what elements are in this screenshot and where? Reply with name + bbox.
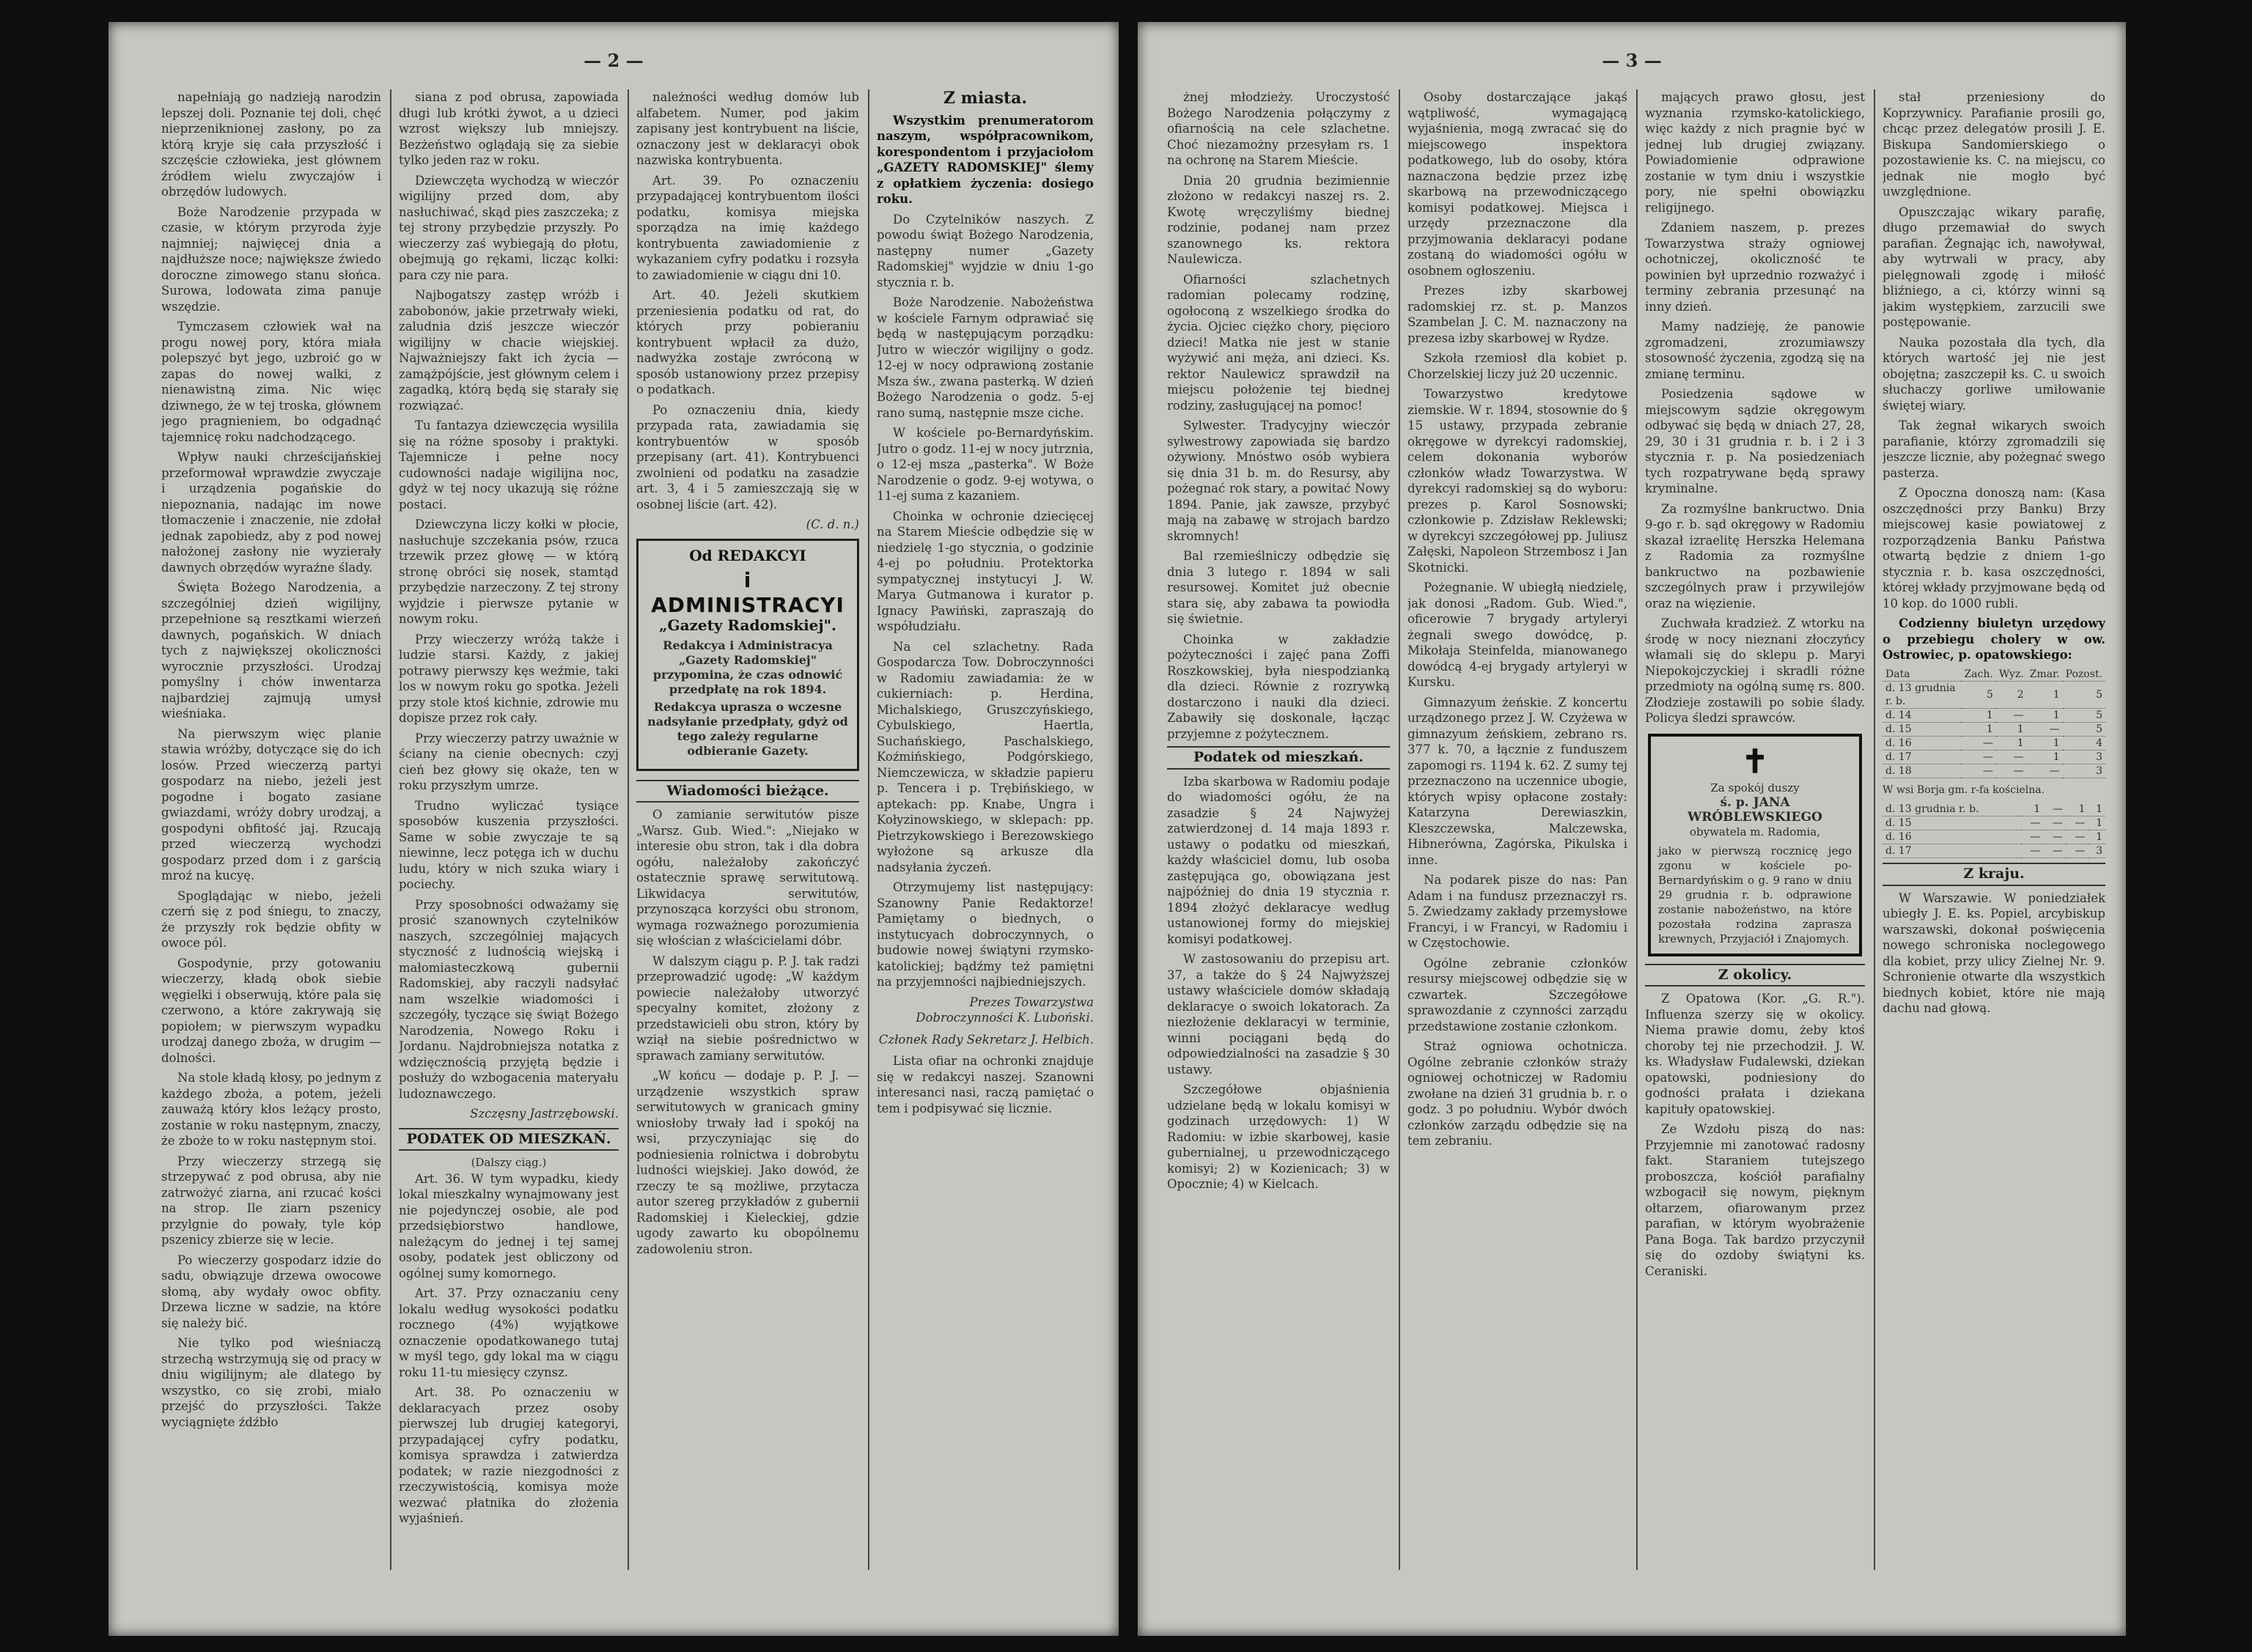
article-paragraph: W kościele po-Bernardyńskim. Jutro o godz. 11-ej w nocy jutrznia, o 12-ej msza „pasterka". W Boże Narodzenie o godz. 9-ej wotywa, o 11-ej suma z kazaniem. [877, 426, 1094, 503]
article-paragraph: Na stole kładą kłosy, po jednym z każdego zboża, a potem, jeżeli zauważą który kłos leżący prosto, zostanie w roku następnym, znaczy, że zboże to w roku następnym stoi. [161, 1071, 381, 1148]
table-cell: — [2066, 844, 2089, 858]
notice-paragraph: Redakcya i Administracya „Gazety Radomskiej" przypomina, że czas odnowić przedpłatę na rok 1894. [652, 638, 843, 696]
table-cell: — [2043, 803, 2066, 816]
column-4 [877, 89, 1094, 1570]
column-2 [1408, 89, 1627, 1570]
article-paragraph: Z Opatowa (Kor. „G. R."). Influenza szerzy się w okolicy. Niema prawie domu, żeby ktoś choroby tej nie przechodził. J. W. ks. Władysław Fudalewski, dziekan opatowski, podniesiony do godności prałata i dziekana kapituły opatowskiej. [1645, 992, 1865, 1116]
article-paragraph: Bal rzemieślniczy odbędzie się dnia 3 lutego r. 1894 w sali resursowej. Komitet już obecnie stara się, aby zabawa ta powiodła się świetnie. [1167, 549, 1390, 626]
column-rule [1874, 89, 1875, 1570]
page-number: — 2 — [584, 50, 644, 71]
table-cell: d. 18 [1883, 764, 1961, 778]
article-paragraph: Lista ofiar na ochronki znajduje się w redakcyi naszej. Szanowni interesanci nasi, raczą pamiętać o tem i podpisywać się licznie. [877, 1054, 1094, 1116]
table-row [1883, 708, 2105, 722]
article-paragraph: Po oznaczeniu dnia, kiedy przypada rata, zawiadamia się kontrybuentów w sposób przepisany (art. 41). Kontrybuenci zwolnieni od podatku na zasadzie art. 3, 4 i 5 zamieszczają się w osobnej liście (art. 42). [636, 402, 859, 512]
table-header: Pozost. [2063, 668, 2105, 682]
table-cell: 3 [2063, 750, 2105, 764]
article-paragraph: Choinka w zakładzie pożyteczności i zajęć pana Zoffi Roszkowskiej, była niespodzianką dla dzieci. Równie z rozrywką dostarczono i nauki dla dzieci. Zabawiły się doskonale, łącząc przyjemne z pożytecznem. [1167, 632, 1390, 741]
table-cell: — [2021, 830, 2044, 844]
table-cell: d. 17 [1883, 750, 1961, 764]
column-rule [1636, 89, 1638, 1570]
article-paragraph: żnej młodzieży. Uroczystość Bożego Narodzenia połączymy z ofiarnością na cele szlachetne. Choć niezamożny przesyłam rs. 1 na ochronę na Starem Mieście. [1167, 90, 1390, 167]
column-rule [868, 89, 869, 1570]
table-cell: d. 16 [1883, 736, 1961, 750]
article-paragraph: Sylwester. Tradycyjny wieczór sylwestrowy zapowiada się bardzo ożywiony. Mnóstwo osób wybiera się dnia 31 b. m. do Resursy, aby pożegnać rok stary, a powitać Nowy 1894. Panie, jak zawsze, przybyć mają na zabawę w strojach bardzo skromnych! [1167, 418, 1390, 543]
article-paragraph: Przy wieczerzy patrzy uważnie w ściany na cienie obecnych: czyj cień bez głowy się okaże, ten w roku przyszłym umrze. [399, 731, 619, 792]
article-paragraph: Wpływ nauki chrześcijańskiej przeformował wprawdzie zwyczaje i urządzenia pogańskie do niepoznania, nadając im nowe tłomaczenie i znaczenie, nie zdołał jednak zapobiedz, aby z pod nowej nałożonej zasłony nie wyzierały dawnych obrzędów wyraźne ślady. [161, 450, 381, 575]
cholera-stats-table-2 [1883, 803, 2105, 858]
table-header-row [1883, 668, 2105, 682]
table-cell: 1 [1996, 722, 2027, 736]
section-heading: Wiadomości bieżące. [636, 780, 859, 803]
table-cell: — [1996, 708, 2027, 722]
article-paragraph: Po wieczerzy gospodarz idzie do sadu, obwiązuje drzewa owocowe słomą, aby wydały owoc obfity. Drzewa liczne w sadzie, na które się należy bić. [161, 1253, 381, 1330]
article-paragraph: Święta Bożego Narodzenia, a szczególniej dzień wigilijny, przepełnione są resztkami wierzeń dawnych, pogańskich. W dniach tych z największej okoliczności wyrocznie przyszłości. Urodzaj pomyślny i chów inwentarza najbardziej zajmują umysł wieśniaka. [161, 580, 381, 720]
section-heading: Z okolicy. [1645, 964, 1865, 987]
table-cell: d. 17 [1883, 844, 2021, 858]
article-paragraph: Szkoła rzemiosł dla kobiet p. Chorzelskiej liczy już 20 uczennic. [1408, 351, 1627, 381]
table-cell: — [2043, 816, 2066, 830]
article-paragraph: Zuchwała kradzież. Z wtorku na środę w nocy nieznani złoczyńcy włamali się do sklepu p. Maryi Niepokojczyckiej i skradli różne przedmioty na ogólną sumę rs. 800. Złodzieje zostawili po sobie ślady. Policya śledzi sprawców. [1645, 616, 1865, 725]
table-row [1883, 764, 2105, 778]
table-row [1883, 830, 2105, 844]
table-cell: 1 [2027, 736, 2063, 750]
notice-paper-name: „Gazety Radomskiej". [658, 616, 837, 634]
table-row [1883, 750, 2105, 764]
table-cell: — [2066, 816, 2089, 830]
table-cell: 1 [2066, 803, 2089, 816]
table-cell: 3 [2088, 844, 2105, 858]
article-paragraph: Na podarek pisze do nas: Pan Adam i na fundusz przeznaczył rs. 5. Zwiedzamy zakłady przemysłowe Francyi, i w Francyi, w Radomiu i w Częstochowie. [1408, 873, 1627, 950]
table-cell: — [2043, 830, 2066, 844]
table-cell: — [1961, 764, 1995, 778]
table-cell: 1 [2088, 816, 2105, 830]
table-cell: — [1996, 750, 2027, 764]
article-paragraph: Mamy nadzieję, że panowie zgromadzeni, zrozumiawszy stosowność życzenia, zgodzą się na zmianę terminu. [1645, 320, 1865, 381]
column-1 [161, 89, 381, 1570]
article-paragraph: Zdaniem naszem, p. prezes Towarzystwa straży ogniowej ochotniczej, okoliczność te powinien był uprzednio rozważyć i terminy zebrania przesunąć na inny dzień. [1645, 221, 1865, 314]
table-cell: — [2043, 844, 2066, 858]
column-rule [1399, 89, 1400, 1570]
column-2 [399, 89, 619, 1570]
article-paragraph: W dalszym ciągu p. P. J. tak radzi przeprowadzić ugodę: „W każdym powiecie należałoby utworzyć specyalny komitet, złożony z przedstawicieli obu stron, który by wziął na siebie pośrednictwo w sprawach zamiany serwitutów. [636, 954, 859, 1063]
heading-note: (Dalszy ciąg.) [471, 1156, 547, 1169]
article-paragraph: Ogólne zebranie członków resursy miejscowej odbędzie się w czwartek. Szczegółowe sprawozdanie z czynności zarządu przedstawione zostanie członkom. [1408, 956, 1627, 1033]
article-paragraph: Otrzymujemy list następujący: Szanowny Panie Redaktorze! Pamiętamy o biednych, o instytucyach dobroczynnych, o budowie nowej świątyni rzymsko-katolickiej; bądźmy też pamiętni na przyjemności najbiedniejszych. [877, 880, 1094, 989]
obituary-name: ś. p. JANA WRÓBLEWSKIEGO [1688, 794, 1822, 825]
table-cell: 5 [2063, 722, 2105, 736]
article-paragraph: Choinka w ochronie dziecięcej na Starem Mieście odbędzie się w niedzielę 1-go stycznia, o godzinie 4-ej po południu. Protektorka sympatycznej instytucyi J. W. Marya Gutmanowa i kurator p. Ignacy Pawiński, zapraszają do współudziału. [877, 509, 1094, 633]
obituary-text: jako w pierwszą rocznicę jego zgonu w kościele po-Bernardyńskim o g. 9 rano w dniu 29 grudnia r. b. odprawione zostanie nabożeństwo, na które pozostała rodzina zaprasza krewnych, Przyjaciół i Znajomych. [1658, 844, 1852, 945]
article-paragraph: Towarzystwo kredytowe ziemskie. W r. 1894, stosownie do § 15 ustawy, przypada zebranie okręgowe w dyrekcyi radomskiej, celem dokonania wyborów członków władz Towarzystwa. W dyrekcyi radomskiej są do wyboru: prezes p. Karol Sosnowski; członkowie p. Zdzisław Reklewski; w dyrekcyi szczegółowej pp. Juliusz Załęski, Napoleon Strzembosz i Jan Skotnicki. [1408, 387, 1627, 575]
article-paragraph: Gimnazyum żeńskie. Z koncertu urządzonego przez J. W. Czyżewa w gimnazyum żeńskiem, zebrano rs. 377 k. 70, a łącznie z funduszem zapomogi rs. 1194 k. 62. Z sumy tej przeznaczono na uczennice ubogie, których wpisy opłacone zostały: Katarzyna Derewiaszkin, Kleszczewska, Malczewska, Hibnerówna, Zagórska, Pikulska i inne. [1408, 695, 1627, 867]
table-cell: 1 [2027, 681, 2063, 708]
article-paragraph: Przy wieczerzy strzegą się strzepywać z pod obrusa, aby nie zatrwożyć ziarna, ani rzucać kości na strop. Ile ziarn pszenicy przylgnie do powały, tyle kóp pszenicy zbierze się w lecie. [161, 1154, 381, 1247]
article-paragraph: Pożegnanie. W ubiegłą niedzielę, jak donosi „Radom. Gub. Wied.", oficerowie 7 brygady artyleryi żegnali swego dowódcę, p. Mikołaja Steinfelda, mianowanego dowódcą 4-ej brygady artyleryi w Kursku. [1408, 580, 1627, 689]
section-heading: PODATEK OD MIESZKAŃ. [399, 1128, 619, 1151]
article-paragraph: W zastosowaniu do przepisu art. 37, a także do § 24 Najwyższej ustawy właściciele domów składają deklaracye o swoich lokatorach. Za niezłożenie deklaracyi w terminie, winni pociągani będą do odpowiedzialności na zasadzie § 30 ustawy. [1167, 952, 1390, 1077]
table-cell: d. 13 grudnia r. b. [1883, 803, 2021, 816]
signature: Członek Rady Sekretarz J. Helbich. [878, 1032, 1094, 1047]
table-cell: — [2027, 722, 2063, 736]
notice-title-big: i ADMINISTRACYI [651, 568, 844, 617]
table-cell: — [1961, 736, 1995, 750]
obituary-line: obywatela m. Radomia, [1689, 825, 1820, 838]
table-row [1883, 681, 2105, 708]
table-cell: 1 [2088, 803, 2105, 816]
signature: Prezes Towarzystwa Dobroczynności K. Luboński. [916, 995, 1094, 1025]
table-row [1883, 722, 2105, 736]
column-rule [390, 89, 391, 1570]
table-row [1883, 736, 2105, 750]
article-paragraph: Prezes izby skarbowej radomskiej rz. st. p. Manzos Szambelan J. C. M. naznaczony na prezesa izby skarbowej w Rydze. [1408, 284, 1627, 345]
article-paragraph: Trudno wyliczać tysiące sposobów kuszenia przyszłości. Same w sobie zwyczaje te są niewinne, lecz potęga ich w duchu ludu, który w nich szuka wiary i pociechy. [399, 798, 619, 891]
table-row [1883, 803, 2105, 816]
cholera-stats-table [1883, 668, 2105, 778]
article-paragraph: Straż ogniowa ochotnicza. Ogólne zebranie członków straży ogniowej ochotniczej w Radomiu zwołane na dzień 31 grudnia b. r. o godz. 3 po południu. Wybór dwóch członków zarządu odbędzie się na tem zebraniu. [1408, 1039, 1627, 1148]
table-cell: 4 [2063, 736, 2105, 750]
table-cell: — [1961, 750, 1995, 764]
table-cell: 1 [1961, 722, 1995, 736]
article-paragraph: siana z pod obrusa, zapowiada długi lub krótki żywot, a u dzieci wzrost większy lub mniejszy. Bezżeństwo oglądają się za siebie tylko jeden raz w roku. [399, 90, 619, 167]
editorial-notice-box [636, 539, 859, 771]
article-paragraph: Ze Wzdołu piszą do nas: Przyjemnie mi zanotować radosny fakt. Staraniem tutejszego proboszcza, kościół parafialny wzbogacił się nowym, pięknym ołtarzem, ofiarowanym przez parafian, w którym wyobrażenie Pana Boga. Tak bardzo przyczynił się do ozdoby świątyni ks. Ceraniski. [1645, 1122, 1865, 1278]
article-paragraph: Szczegółowe objaśnienia udzielane będą w lokalu komisyi w godzinach urzędowych: 1) W Radomiu: w izbie skarbowej, kasie gubernialnej, u przewodniczącego komisyi; 2) w Kozienicach; 3) w Opocznie; 4) w Kielcach. [1167, 1083, 1390, 1191]
article-paragraph: Boże Narodzenie przypada w czasie, w którym przyroda żyje najmniej; najwięcej dnia a najdłuższe noce; największe źwiedo doroczne zimowego stanu słońca. Surowa, lodowata zima panuje wszędzie. [161, 204, 381, 314]
article-paragraph: Z Opoczna donoszą nam: (Kasa oszczędności przy Banku) Brzy miejscowej kasie powiatowej z rozporządzenia Banku Państwa otwartą będzie z dniem 1-go stycznia r. b. kasa oszczędności, której wkłady przyjmowane będą od 10 kop. do 1000 rubli. [1883, 486, 2105, 611]
table-cell: — [2027, 764, 2063, 778]
article-paragraph: należności według domów lub alfabetem. Numer, pod jakim zapisany jest kontrybuent na liście, oznaczony jest w deklaracyi obok nazwiska kontrybuenta. [636, 90, 859, 167]
article-paragraph: Posiedzenia sądowe w miejscowym sądzie okręgowym odbywać się będą w dniach 27, 28, 29, 30 i 31 grudnia r. b. i 2 i 3 stycznia r. p. Na posiedzeniach tych rozpatrywane będą sprawy kryminalne. [1645, 387, 1865, 495]
table-cell: — [2021, 816, 2044, 830]
table-cell: 1 [2021, 803, 2044, 816]
table-cell: 1 [2088, 830, 2105, 844]
author-signature: Szczęsny Jastrzębowski. [470, 1107, 619, 1121]
table-cell: d. 16 [1883, 830, 2021, 844]
table-cell: — [2021, 844, 2044, 858]
column-4 [1883, 89, 2105, 1570]
table-cell: — [1996, 764, 2027, 778]
cross-icon: ✝ [1741, 742, 1769, 781]
table-cell: — [2066, 830, 2089, 844]
table-cell: d. 15 [1883, 722, 1961, 736]
article-paragraph: Na pierwszym więc planie stawia wróżby, dotyczące się do ich losów. Przed wieczerzą partyi gospodarz na niebo, jeżeli jest pogodne i bogato zasiane gwiazdami, wróży dobry urodzaj, a gospodyni obfitość jaj. Rzucają przed wieczerzą wychodzi gospodarz przed dom i z garścią mroź na kucyę. [161, 726, 381, 882]
article-paragraph: Opuszczając wikary parafię, długo przemawiał do swych parafian. Żegnając ich, nawoływał, aby wytrwali w pracy, aby pielęgnowali zgodę i miłość bliźniego, a ci, którzy winni są jakim występkiem, zarzucili swe postępowanie. [1883, 204, 2105, 329]
article-paragraph: Dnia 20 grudnia bezimiennie złożono w redakcyi naszej rs. 2. Kwotę wręczyliśmy biednej rodzinie, podanej nam przez szanownego ks. rektora Naulewicza. [1167, 173, 1390, 266]
newspaper-page-right [1138, 22, 2126, 1636]
article-paragraph: mających prawo głosu, jest wyznania rzymsko-katolickiego, więc każdy z nich pragnie być w jednej lub drugiej związany. Powiadomienie odprawione zostanie w tym dniu i wszystkie pory, nie spełni obowiązku religijnego. [1645, 90, 1865, 215]
article-paragraph: Gospodynie, przy gotowaniu wieczerzy, kładą obok siebie węgielki i obserwują, które pala się czerwono, a które zakrywają się popiołem; w pierwszym wypadku urodzaj danego zboża, w drugim — dolności. [161, 956, 381, 1065]
article-paragraph: Codzienny biuletyn urzędowy o przebiegu cholery w ow. Ostrowiec, p. opatowskiego: [1883, 616, 2105, 662]
article-paragraph: Osoby dostarczające jakąś wątpliwość, wymagającą wyjaśnienia, mogą zwracać się do miejscowego inspektora podatkowego, lub do osoby, która naznaczona będzie przez izbę skarbową na przewodniczącego komisyi podatkowej. Miejsca i urzędy przeznaczone dla przyjmowania deklaracyi podane zostaną do wiadomości ogółu w osobnem ogłoszeniu. [1408, 90, 1627, 278]
table-cell: 1 [2027, 708, 2063, 722]
article-paragraph: Dziewczyna liczy kołki w płocie, nasłuchuje szczekania psów, rzuca trzewik przez głowę — w którą stronę obróci się nosek, stamtąd przybędzie narzeczony. Z tej strony wyjdzie i pierwsze pytanie w nowym roku. [399, 517, 619, 626]
column-1 [1167, 89, 1390, 1570]
article-paragraph: Art. 36. W tym wypadku, kiedy lokal mieszkalny wynajmowany jest nie pojedynczej osobie, ale pod przedsiębiorstwo handlowe, należącym do jednej i tej samej osoby, podatek jest obliczony od ogólnej sumy komornego. [399, 1171, 619, 1280]
article-paragraph: Spoglądając w niebo, jeżeli czerń się z pod śniegu, to znaczy, że przyszły rok będzie obfity w owoce pól. [161, 888, 381, 950]
table-header: Zach. [1961, 668, 1995, 682]
table-cell: 2 [1996, 681, 2027, 708]
table-row [1883, 816, 2105, 830]
page-number: — 3 — [1602, 50, 1662, 71]
notice-title-small: Od REDAKCYI [689, 546, 806, 564]
article-paragraph: Nie tylko pod wieśniaczą strzechą wstrzymują się od pracy w dniu wigilijnym; ale dlatego by wszystko, co się zrobi, miało przejść do przyszłości. Także wyciągnięte źdźbło [161, 1336, 381, 1429]
table-cell: 5 [2063, 681, 2105, 708]
article-paragraph: Ofiarności szlachetnych radomian polecamy rodzinę, ogołoconą z wszelkiego środka do życia. Ojciec ciężko chory, pięcioro dzieci! Matka nie jest w stanie wyżywić ani męża, ani dzieci. Ks. rektor Naulewicz sprawdził na miejscu położenie tej biednej rodziny, zasługującej na pomoc! [1167, 272, 1390, 413]
table-header: Zmar. [2027, 668, 2063, 682]
article-paragraph: Tu fantazya dziewczęcia wysilila się na różne sposoby i praktyki. Tajemnicze i pełne nocy cudowności nadaje wigilijna noc, gdyż w tej nocy ukazują się różne postaci. [399, 418, 619, 512]
section-heading: Z miasta. [943, 89, 1028, 108]
table-cell: 5 [1961, 681, 1995, 708]
article-paragraph: stał przeniesiony do Koprzywnicy. Parafianie prosili go, chcąc przez delegatów prosili J. E. Biskupa Sandomierskiego o pozostawienie ks. C. na miejscu, co jednak nie mogło być uwzględnione. [1883, 90, 2105, 199]
table-header: Data [1883, 668, 1961, 682]
section-heading: Podatek od mieszkań. [1167, 746, 1390, 770]
article-paragraph: „W końcu — dodaje p. P. J. — urządzenie wszystkich spraw serwitutowych w granicach gminy wniosłoby trwały ład i spokój na wsi, przyczyniając się do podniesienia rolnictwa i dobrobytu ludności wiejskiej. Jako dowód, że rzeczy te są możliwe, przytacza autor szereg przykładów z gubernii Radomskiej i Kieleckiej, gdzie ugody zawarto ku obopólnemu zadowoleniu stron. [636, 1069, 859, 1256]
table-cell: d. 14 [1883, 708, 1961, 722]
article-paragraph: Nauka pozostała dla tych, dla których wartość jej nie jest obojętna; zaszczepił ks. C. u swoich słuchaczy gorliwe umiłowanie świętej wiary. [1883, 335, 2105, 413]
table-cell: 1 [2027, 750, 2063, 764]
article-paragraph: Izba skarbowa w Radomiu podaje do wiadomości ogółu, że na zasadzie § 24 Najwyżej zatwierdzonej d. 14 maja 1893 r. ustawy o podatku od mieszkań, każdy właściciel domu, lub osoba zastępująca go, obowiązana jest najpóźniej do dnia 19 stycznia r. 1894 złożyć deklaracye według ustanowionej formy do miejskiej komisyi podatkowej. [1167, 774, 1390, 946]
article-paragraph: Tak żegnał wikarych swoich parafianie, którzy zgromadzili się jeszcze licznie, aby pożegnać swego pasterza. [1883, 418, 2105, 480]
article-paragraph: Dziewczęta wychodzą w wieczór wigilijny przed dom, aby nasłuchiwać, skąd pies zaszczeka; z tej strony przybędzie przyszły. Po wieczerzy zaś wybiegają do płotu, obejmują go rękami, licząc kolki: para czy nie para. [399, 173, 619, 282]
article-paragraph: Przy sposobności odważamy się prosić szanownych czytelników naszych, szczególniej mających styczność z ludnością wiejską i małomiasteczkową gubernii Radomskiej, aby raczyli nadsyłać nam wszelkie wiadomości i szczegóły, tyczące się świąt Bożego Narodzenia, Nowego Roku i Jordanu. Najdrobniejsza notatka z wdzięcznością przyjętą będzie i posłuży do wzbogacenia materyału ludoznawczego. [399, 897, 619, 1101]
table-header: Wyz. [1996, 668, 2027, 682]
article-paragraph: W Warszawie. W poniedziałek ubiegły J. E. ks. Popiel, arcybiskup warszawski, dokonał poświęcenia nowego schroniska noclegowego dla kobiet, przy ulicy Zielnej Nr. 9. Schronienie otwarte dla wszystkich biednych kobiet, które nie mają dachu nad głową. [1883, 890, 2105, 1015]
table-caption: W wsi Borja gm. r-fa kościelna. [1883, 783, 2045, 796]
article-paragraph: Boże Narodzenie. Nabożeństwa w kościele Farnym odprawiać się będą w następującym porządku: Jutro w wieczór wigilijny o godz. 12-ej w nocy odprawioną zostanie Msza św., zwana pasterką. W dzień Bożego Narodzenia o godz. 5-ej rano sumą, następnie msze ciche. [877, 295, 1094, 420]
table-cell: d. 13 grudnia r. b. [1883, 681, 1961, 708]
table-cell: 1 [1996, 736, 2027, 750]
article-paragraph: Tymczasem człowiek wał na progu nowej pory, która miała polepszyć byt jego, uzbroić go w zapas do nowej walki, z nienawistną zima. Nic więc dziwnego, że w tej troska, głównem jego pragnieniem, bo odgadnąć tajemnicę roku nadchodzącego. [161, 320, 381, 444]
article-paragraph: Przy wieczerzy wróżą także i ludzie starsi. Każdy, z jakiej potrawy pierwszy kęs weźmie, taki los w nowym roku go spotka. Jeżeli przy stole ktoś kichnie, zdrowie mu dopisze przez rok cały. [399, 632, 619, 725]
column-rule [628, 89, 629, 1570]
article-paragraph: Wszystkim prenumeratorom naszym, współpracownikom, korespondentom i przyjaciołom „GAZETY RADOMSKIEJ" ślemy z opłatkiem życzenia: dosiego roku. [877, 113, 1094, 206]
table-cell: d. 15 [1883, 816, 2021, 830]
table-cell: 5 [2063, 708, 2105, 722]
article-paragraph: O zamianie serwitutów pisze „Warsz. Gub. Wied.": „Niejako w interesie obu stron, tak i dla dobra ogółu, należałoby zakończyć ostatecznie sprawę serwitutową. Likwidacya serwitutów, przynosząca korzyści obu stronom, wymaga rozważnego porozumienia się włościan z właścicielami dóbr. [636, 808, 859, 948]
article-paragraph: Do Czytelników naszych. Z powodu świąt Bożego Narodzenia, następny numer „Gazety Radomskiej" wyjdzie w dniu 1-go stycznia r. b. [877, 212, 1094, 290]
continuation-note: (C. d. n.) [806, 517, 859, 531]
newspaper-page-left [108, 22, 1119, 1636]
article-paragraph: Art. 37. Przy oznaczaniu ceny lokalu według wysokości podatku rocznego (4%) wyjątkowe oznaczenie opodatkowanego tutaj w myśl tego, gdy lokal ma w ciągu roku 11-tu miesięcy czynsz. [399, 1286, 619, 1379]
article-paragraph: napełniają go nadzieją narodzin lepszej doli. Poznanie tej doli, chęć nieprzeniknionej zasłony, po za którą kryje się cała przyszłość i szczęście człowieka, jest głównem źródłem wielu zwyczajów i obrzędów ludowych. [161, 90, 381, 199]
column-3 [1645, 89, 1865, 1570]
article-paragraph: Art. 40. Jeżeli skutkiem przeniesienia podatku od rat, do których przy pobieraniu kontrybuent wpłacił za dużo, nadwyżka zostaje zwróconą w sposób ustanowiony przez przepisy o podatkach. [636, 288, 859, 397]
article-paragraph: Za rozmyślne bankructwo. Dnia 9-go r. b. sąd okręgowy w Radomiu skazał izraelitę Herszka Helemana z Radomia za rozmyślne bankructwo na pozbawienie szczególnych praw i przywilejów oraz na więzienie. [1645, 501, 1865, 611]
table-cell: 3 [2063, 764, 2105, 778]
notice-paragraph: Redakcya uprasza o wczesne nadsyłanie przedpłaty, gdyż od tego zależy regularne odbieranie Gazety. [647, 699, 848, 758]
section-heading: Z kraju. [1883, 863, 2105, 886]
table-row [1883, 844, 2105, 858]
article-paragraph: Art. 38. Po oznaczeniu w deklaracyach przez osoby pierwszej lub drugiej kategoryi, przypadającej cyfry podatku, komisya sprawdza i zatwierdza podatek; w razie niezgodności z rzeczywistością, komisya może wezwać płatnika do złożenia wyjaśnień. [399, 1385, 619, 1525]
column-3 [636, 89, 859, 1570]
article-paragraph: Art. 39. Po oznaczeniu przypadającej kontrybuentom ilości podatku, komisya miejska sporządza na imię każdego kontrybuenta zawiadomienie z wykazaniem cyfry podatku i rozsyła to zawiadomienie w ciągu dni 10. [636, 173, 859, 282]
obituary-line: Za spokój duszy [1710, 781, 1800, 794]
table-cell: 1 [1961, 708, 1995, 722]
obituary-notice [1648, 734, 1862, 956]
article-paragraph: Na cel szlachetny. Rada Gospodarcza Tow. Dobroczynności w Radomiu zawiadamia: że w cukierniach: p. Herdina, Michalskiego, Gruszczyńskiego, Cybulskiego, Haertla, Suchańskiego, Paschalskiego, Koźmińskiego, Podgórskiego, Niemczewicza, w składzie papieru p. Tencera i p. Trębińskiego, w aptekach: pp. Knabe, Ungra i Kołyzinowskiego, w sklepach: pp. Pietrzykowskiego i Berezowskiego wyłożone są arkusze dla nadsyłania życzeń. [877, 639, 1094, 874]
article-paragraph: Najbogatszy zastęp wróżb i zabobonów, jakie przetrwały wieki, zaludnia dziś jeszcze wieczór wigilijny w chacie wiejskiej. Najważniejszy fakt ich życia — zamążpójście, jest głównym celem i zagadką, którą będą się starały się rozwiązać. [399, 288, 619, 413]
